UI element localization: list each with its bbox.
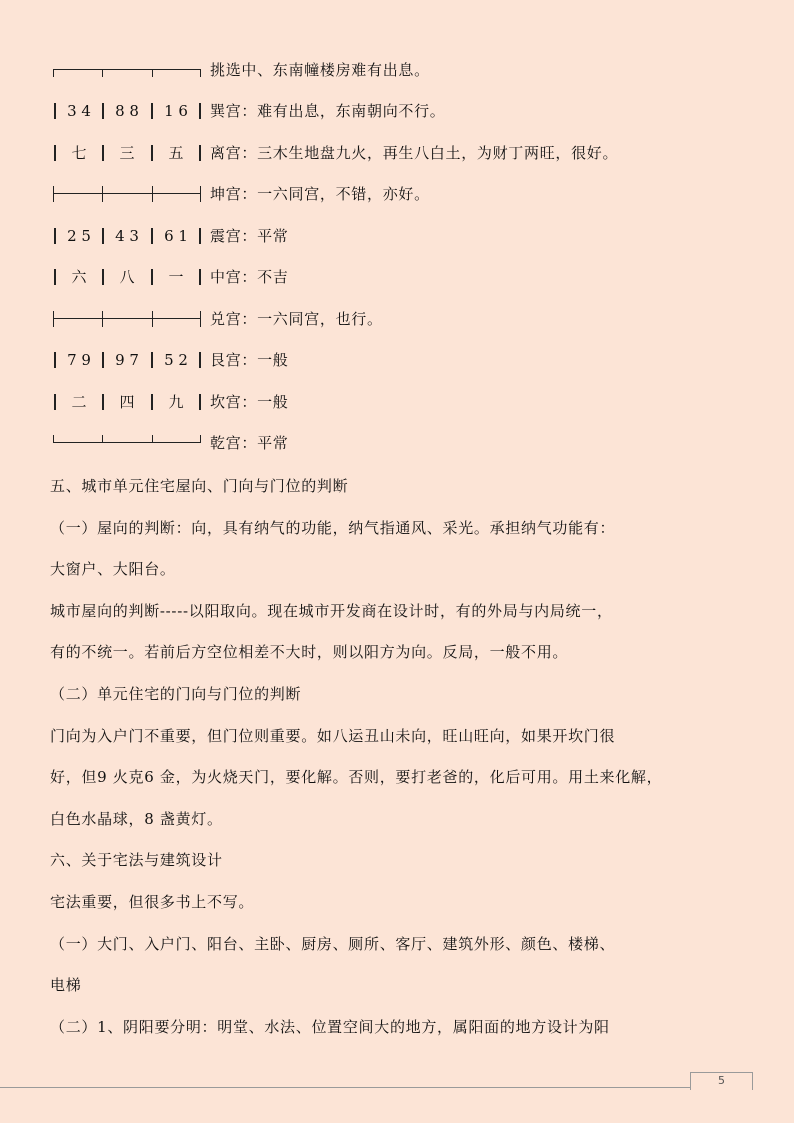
grid-cell: 1 6 [164,102,188,120]
grid-note: 艮宫：一般 [210,351,289,369]
grid-tick [53,435,54,443]
paragraph-line: 白色水晶球，8 盏黄灯。 [50,810,223,828]
grid-cell: 一 [168,268,184,286]
grid-cell: 3 4 [67,102,91,120]
paragraph-line: 大窗户、大阳台。 [50,560,176,578]
grid-tick [53,69,54,77]
subsection-heading: （二）单元住宅的门向与门位的判断 [50,685,302,703]
grid-cell: 二 [71,393,87,411]
grid-note: 坤宫：一六同宫，不错，亦好。 [210,185,430,203]
grid-tick [102,435,103,443]
grid-bottom-border [50,433,206,453]
section-heading: 六、关于宅法与建筑设计 [50,851,223,869]
grid-row-cells [50,101,206,121]
grid-cell: 五 [168,144,184,162]
footer-rule [0,1087,690,1088]
grid-row-cells [50,226,206,246]
grid-tick [102,69,103,77]
grid-row-cells [50,267,206,287]
grid-border-line [53,193,201,194]
grid-note: 乾宫：平常 [210,434,289,452]
grid-cell: 5 2 [164,351,188,369]
grid-pipe [199,145,201,161]
grid-top-border [50,60,206,80]
grid-note: 坎宫：一般 [210,393,289,411]
grid-tick [53,186,54,202]
paragraph-line: 宅法重要，但很多书上不写。 [50,893,255,911]
grid-cell: 四 [119,393,135,411]
grid-note: 兑宫：一六同宫，也行。 [210,310,383,328]
grid-cell: 七 [71,144,87,162]
paragraph-line: 电梯 [50,976,82,994]
paragraph-line: 门向为入户门不重要，但门位则重要。如八运丑山未向，旺山旺向，如果开坎门很 [50,727,616,745]
grid-tick [200,69,201,77]
grid-cell: 8 8 [115,102,139,120]
grid-cell: 7 9 [67,351,91,369]
grid-note: 离宫：三木生地盘九火，再生八白土，为财丁两旺，很好。 [210,144,619,162]
grid-tick [102,186,103,202]
grid-note: 震宫：平常 [210,227,289,245]
grid-cell: 八 [119,268,135,286]
paragraph-line: （二）1、阴阳要分明：明堂、水法、位置空间大的地方，属阳面的地方设计为阳 [50,1018,610,1036]
paragraph-line: （一）大门、入户门、阳台、主卧、厨房、厕所、客厅、建筑外形、颜色、楼梯、 [50,935,616,953]
grid-cell: 4 3 [115,227,139,245]
grid-tick [152,69,153,77]
section-heading: 五、城市单元住宅屋向、门向与门位的判断 [50,477,349,495]
grid-row-cells [50,143,206,163]
grid-note: 挑选中、东南幢楼房难有出息。 [210,61,430,79]
grid-border-line [53,69,201,70]
grid-cell: 2 5 [67,227,91,245]
grid-pipe [199,103,201,119]
grid-pipe [199,352,201,368]
grid-tick [200,186,201,202]
grid-cell: 九 [168,393,184,411]
grid-tick [152,311,153,327]
grid-middle-border [50,309,206,329]
grid-border-line [53,318,201,319]
grid-tick [200,435,201,443]
grid-border-line [53,442,201,443]
grid-cell: 六 [71,268,87,286]
grid-row-cells [50,392,206,412]
grid-row-cells [50,350,206,370]
grid-note: 中宫：不吉 [210,268,289,286]
paragraph-line: 有的不统一。若前后方空位相差不大时，则以阳方为向。反局，一般不用。 [50,643,569,661]
grid-pipe [199,228,201,244]
page-number: 5 [718,1074,725,1087]
grid-tick [102,311,103,327]
grid-cell: 三 [119,144,135,162]
grid-tick [152,186,153,202]
grid-cell: 6 1 [164,227,188,245]
grid-cell: 9 7 [115,351,139,369]
grid-tick [152,435,153,443]
grid-tick [200,311,201,327]
paragraph-line: （一）屋向的判断：向，具有纳气的功能，纳气指通风、采光。承担纳气功能有： [50,519,616,537]
grid-tick [53,311,54,327]
grid-pipe [199,269,201,285]
grid-pipe [199,394,201,410]
grid-note: 巽宫：难有出息，东南朝向不行。 [210,102,446,120]
grid-middle-border [50,184,206,204]
paragraph-line: 好，但9 火克6 金，为火烧天门，要化解。否则，要打老爸的，化后可用。用土来化解， [50,768,663,786]
paragraph-line: 城市屋向的判断-----以阳取向。现在城市开发商在设计时，有的外局与内局统一， [50,602,613,620]
